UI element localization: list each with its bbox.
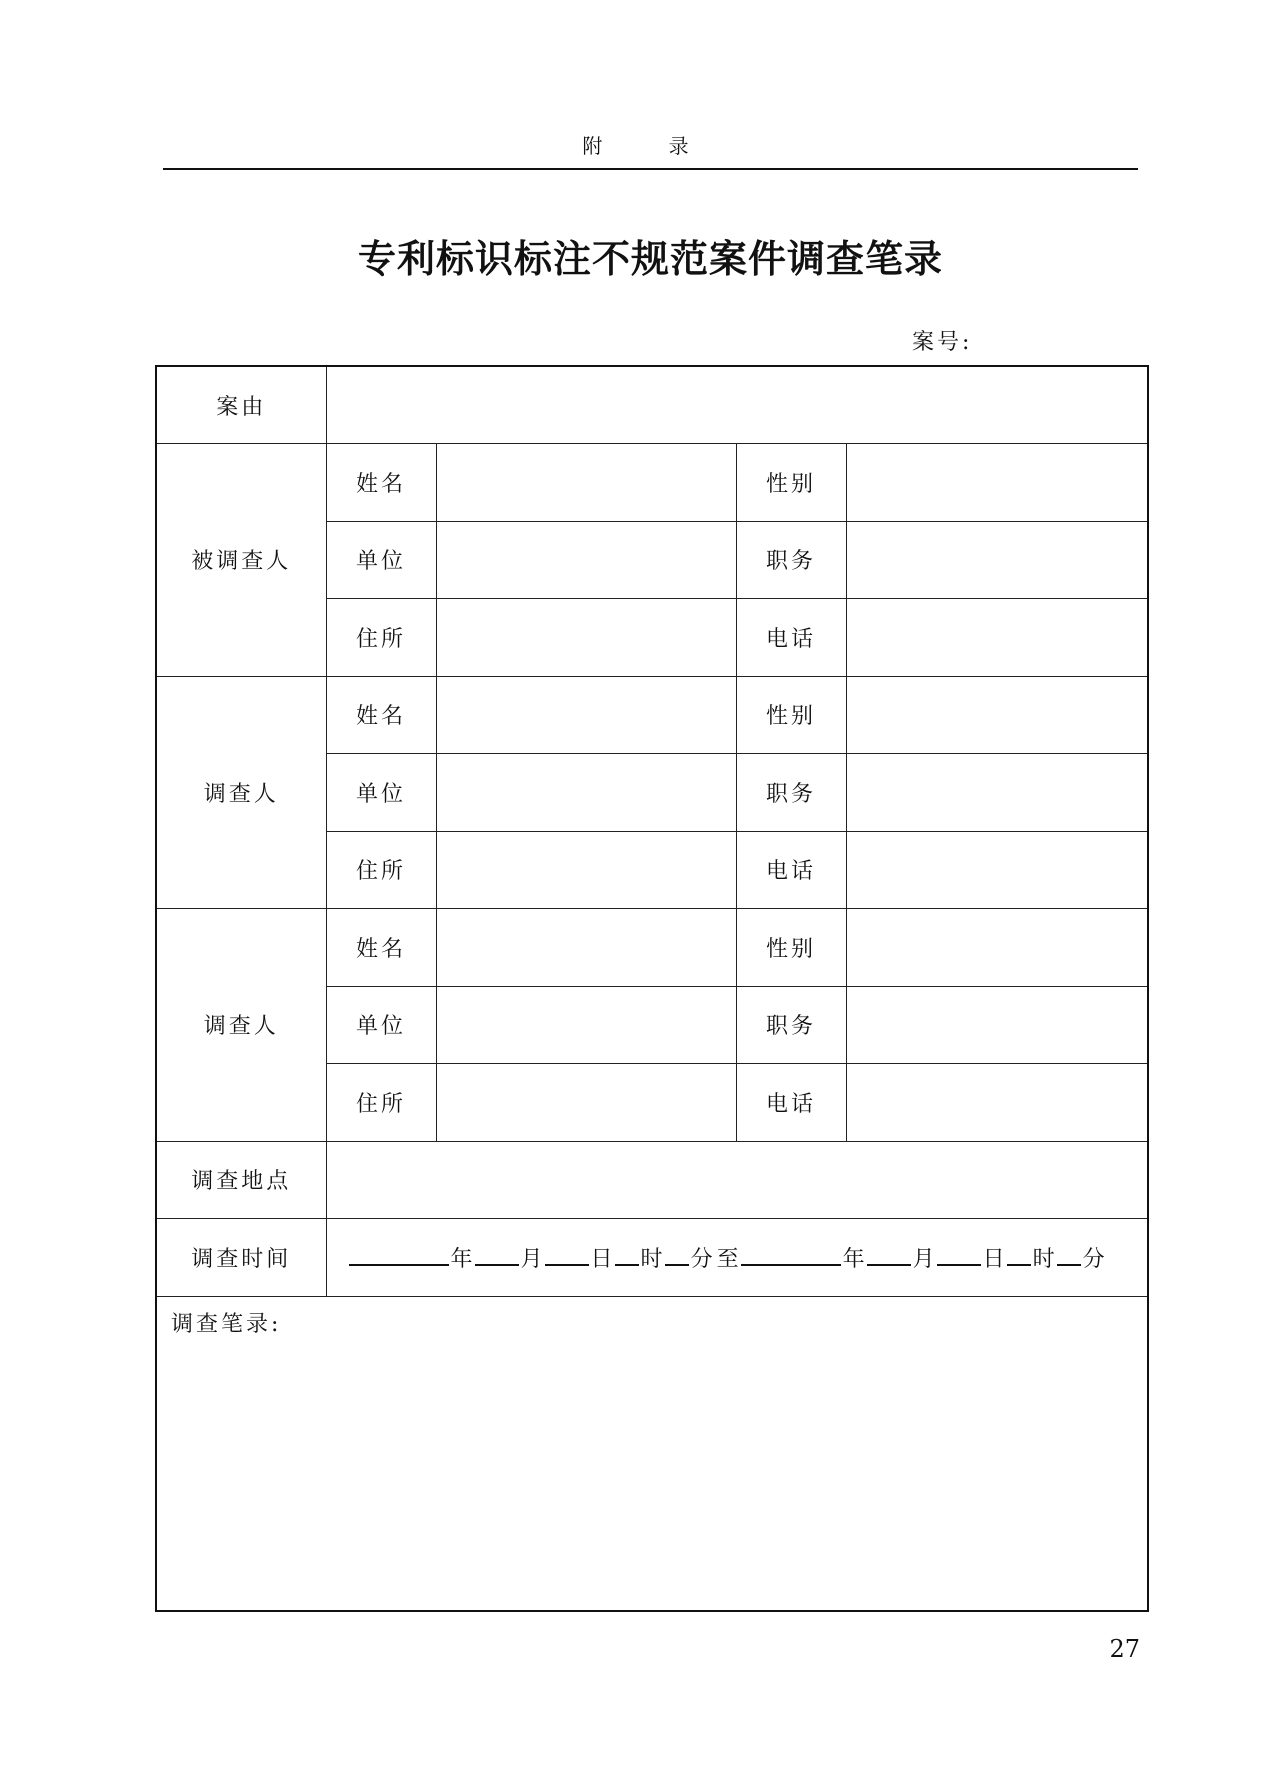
position-field[interactable] xyxy=(846,521,1148,599)
field-label: 电话 xyxy=(736,831,846,909)
field-label: 电话 xyxy=(736,1064,846,1142)
case-reason-field[interactable] xyxy=(326,366,1148,444)
unit-to: 至 xyxy=(716,1246,739,1272)
page-number: 27 xyxy=(1109,1635,1140,1663)
case-number-label: 案号: xyxy=(912,330,973,355)
unit-hour: 时 xyxy=(640,1246,663,1272)
field-label: 性别 xyxy=(736,676,846,754)
phone-field[interactable] xyxy=(846,831,1148,909)
end-day-blank[interactable] xyxy=(937,1242,981,1266)
unit-hour: 时 xyxy=(1032,1246,1055,1272)
field-label: 姓名 xyxy=(326,676,436,754)
field-label: 单位 xyxy=(326,521,436,599)
phone-field[interactable] xyxy=(846,1064,1148,1142)
field-label: 住所 xyxy=(326,1064,436,1142)
field-label: 住所 xyxy=(326,599,436,677)
field-label: 性别 xyxy=(736,909,846,987)
field-label: 职务 xyxy=(736,986,846,1064)
field-label: 职务 xyxy=(736,754,846,832)
start-month-blank[interactable] xyxy=(475,1242,519,1266)
unit-year: 年 xyxy=(450,1246,473,1272)
start-hour-blank[interactable] xyxy=(615,1242,639,1266)
running-header: 附 录 xyxy=(582,134,719,158)
gender-field[interactable] xyxy=(846,444,1148,522)
investigation-record-form xyxy=(155,365,1149,1612)
section-row xyxy=(156,444,1148,522)
gender-field[interactable] xyxy=(846,676,1148,754)
section-row xyxy=(156,676,1148,754)
phone-field[interactable] xyxy=(846,599,1148,677)
field-label: 职务 xyxy=(736,521,846,599)
end-year-blank[interactable] xyxy=(741,1242,841,1266)
time-row xyxy=(156,1219,1148,1297)
field-label: 电话 xyxy=(736,599,846,677)
unit-day: 日 xyxy=(982,1246,1005,1272)
start-day-blank[interactable] xyxy=(545,1242,589,1266)
notes-field[interactable] xyxy=(156,1296,1148,1611)
unit-day: 日 xyxy=(590,1246,613,1272)
field-label: 单位 xyxy=(326,986,436,1064)
location-label: 调查地点 xyxy=(156,1141,326,1219)
notes-row xyxy=(156,1296,1148,1611)
name-field[interactable] xyxy=(436,909,736,987)
field-label: 姓名 xyxy=(326,909,436,987)
unit-year: 年 xyxy=(842,1246,865,1272)
field-label: 姓名 xyxy=(326,444,436,522)
unit-field[interactable] xyxy=(436,521,736,599)
case-reason-row xyxy=(156,366,1148,444)
unit-month: 月 xyxy=(912,1246,935,1272)
name-field[interactable] xyxy=(436,676,736,754)
end-minute-blank[interactable] xyxy=(1057,1242,1081,1266)
unit-minute: 分 xyxy=(690,1246,713,1272)
section-category: 调查人 xyxy=(156,676,326,909)
position-field[interactable] xyxy=(846,754,1148,832)
field-label: 性别 xyxy=(736,444,846,522)
section-category: 调查人 xyxy=(156,909,326,1142)
position-field[interactable] xyxy=(846,986,1148,1064)
name-field[interactable] xyxy=(436,444,736,522)
field-label: 住所 xyxy=(326,831,436,909)
unit-field[interactable] xyxy=(436,986,736,1064)
location-field[interactable] xyxy=(326,1141,1148,1219)
page-title: 专利标识标注不规范案件调查笔录 xyxy=(357,237,943,281)
location-row xyxy=(156,1141,1148,1219)
end-month-blank[interactable] xyxy=(867,1242,911,1266)
notes-label: 调查笔录: xyxy=(171,1311,282,1337)
field-label: 单位 xyxy=(326,754,436,832)
time-label: 调查时间 xyxy=(156,1219,326,1297)
end-hour-blank[interactable] xyxy=(1007,1242,1031,1266)
unit-month: 月 xyxy=(520,1246,543,1272)
address-field[interactable] xyxy=(436,599,736,677)
address-field[interactable] xyxy=(436,831,736,909)
header-rule xyxy=(163,168,1138,170)
start-year-blank[interactable] xyxy=(349,1242,449,1266)
time-field[interactable] xyxy=(326,1219,1148,1297)
unit-field[interactable] xyxy=(436,754,736,832)
case-reason-label: 案由 xyxy=(156,366,326,444)
unit-minute: 分 xyxy=(1082,1246,1105,1272)
section-category: 被调查人 xyxy=(156,444,326,677)
address-field[interactable] xyxy=(436,1064,736,1142)
start-minute-blank[interactable] xyxy=(665,1242,689,1266)
gender-field[interactable] xyxy=(846,909,1148,987)
section-row xyxy=(156,909,1148,987)
